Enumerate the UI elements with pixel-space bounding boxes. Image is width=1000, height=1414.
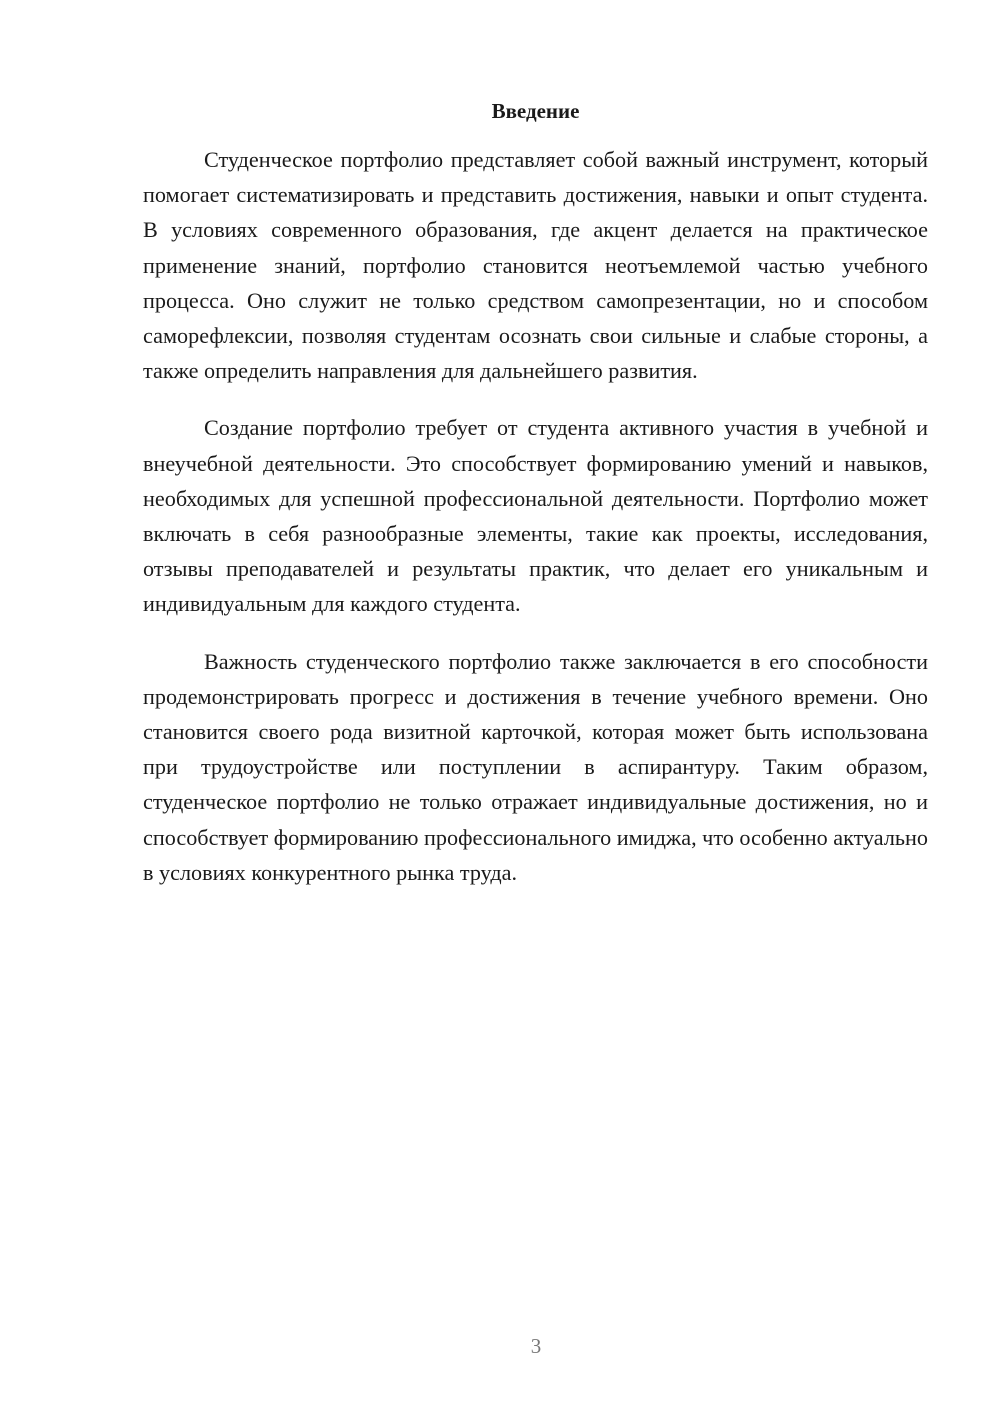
page-number: 3 bbox=[530, 1334, 542, 1358]
section-heading: Введение bbox=[491, 99, 580, 123]
body-text bbox=[143, 142, 928, 912]
paragraph-2: Создание портфолио требует от студента активного участия в учебной и внеучебной деятельности. Это способствует формированию умений и навыков, необходимых для успешной профессиональной деятельности. Портфолио может включать в себя разнообразные элементы, такие как проекты, исследования, отзывы преподавателей и результаты практик, что делает его уникальным и индивидуальным для каждого студента. bbox=[143, 415, 928, 617]
paragraph-1: Студенческое портфолио представляет собой важный инструмент, который помогает систематизировать и представить достижения, навыки и опыт студента. В условиях современного образования, где акцент делается на практическое применение знаний, портфолио становится неотъемлемой частью учебного процесса. Оно служит не только средством самопрезентации, но и способом саморефлексии, позволяя студентам осознать свои сильные и слабые стороны, а также определить направления для дальнейшего развития. bbox=[143, 147, 928, 384]
paragraph-3: Важность студенческого портфолио также заключается в его способности продемонстрировать прогресс и достижения в течение учебного времени. Оно становится своего рода визитной карточкой, которая может быть использована при трудоустройстве или поступлении в аспирантуру. Таким образом, студенческое портфолио не только отражает индивидуальные достижения, но и способствует формированию профессионального имиджа, что особенно актуально в условиях конкурентного рынка труда. bbox=[143, 648, 928, 885]
